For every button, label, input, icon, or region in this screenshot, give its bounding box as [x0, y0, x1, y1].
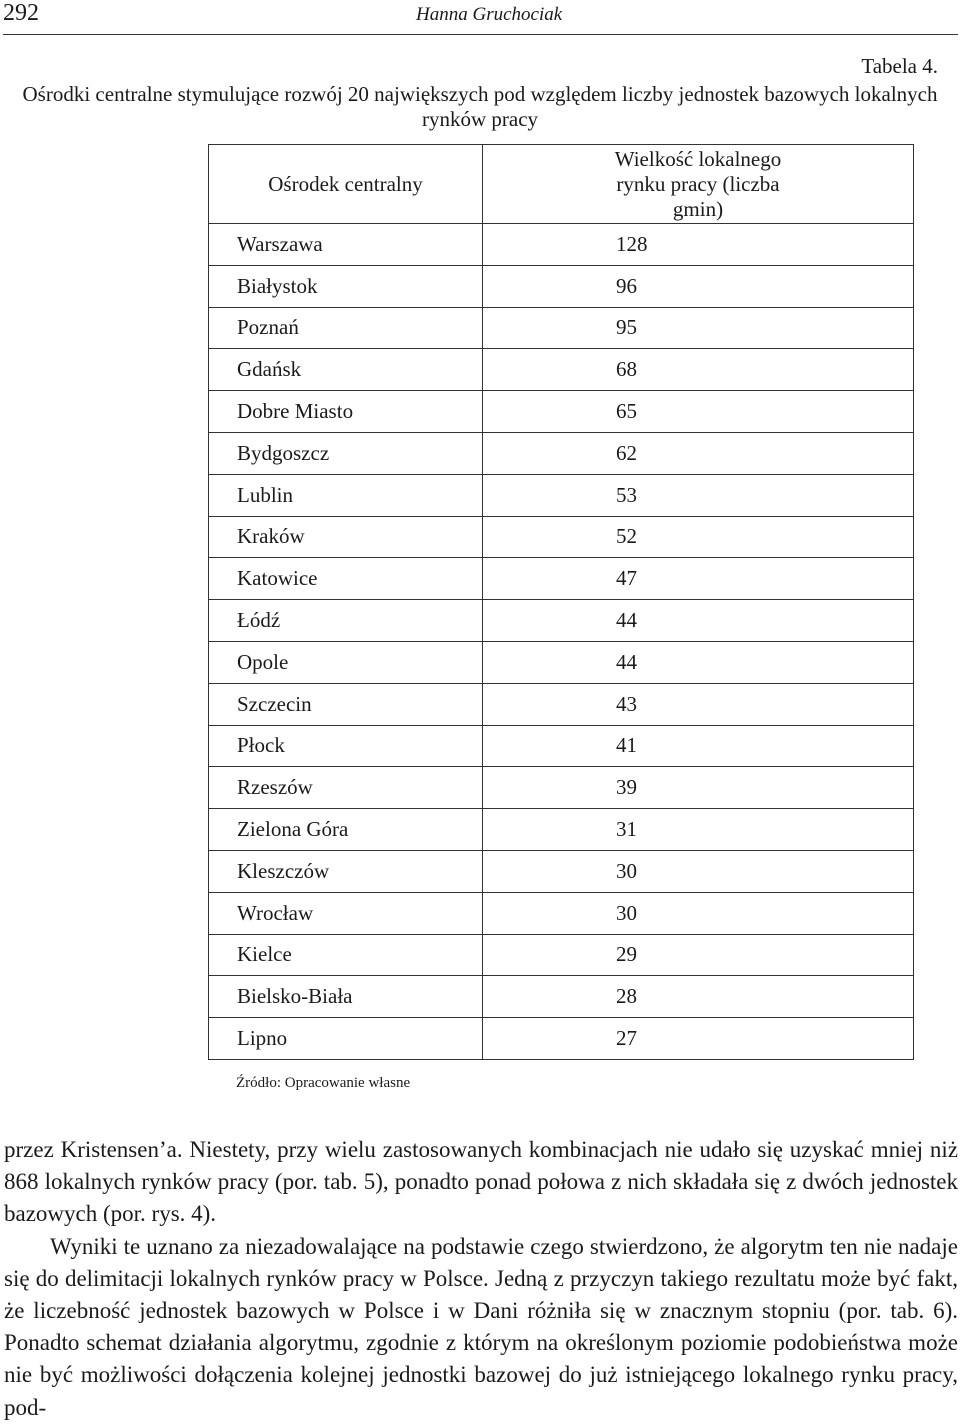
- cell-center-name: Płock: [209, 725, 483, 767]
- cell-center-name: Lublin: [209, 474, 483, 516]
- cell-market-size: 52: [483, 516, 914, 558]
- cell-center-name: Kraków: [209, 516, 483, 558]
- table-row: [209, 934, 914, 976]
- table-row: [209, 474, 914, 516]
- cell-market-size: 27: [483, 1018, 914, 1060]
- cell-center-name: Lipno: [209, 1018, 483, 1060]
- table-row: [209, 516, 914, 558]
- cell-market-size: 29: [483, 934, 914, 976]
- table-row: [209, 391, 914, 433]
- cell-market-size: 95: [483, 307, 914, 349]
- cell-market-size: 44: [483, 641, 914, 683]
- table-row: [209, 600, 914, 642]
- cell-center-name: Białystok: [209, 265, 483, 307]
- table-row: [209, 850, 914, 892]
- cell-market-size: 96: [483, 265, 914, 307]
- cell-center-name: Warszawa: [209, 224, 483, 266]
- table-row: [209, 558, 914, 600]
- paragraph-1: przez Kristensen’a. Niestety, przy wielu zastosowanych kombinacjach nie udało się uzyskać mniej niż 868 lokalnych rynków pracy (por. tab. 5), ponadto ponad połowa z nich składała się z dwóch jednostek bazowych (por. rys. 4).: [4, 1137, 958, 1227]
- cell-market-size: 28: [483, 976, 914, 1018]
- cell-center-name: Opole: [209, 641, 483, 683]
- running-head: Hanna Gruchociak: [416, 4, 563, 25]
- cell-market-size: 41: [483, 725, 914, 767]
- table-row: [209, 725, 914, 767]
- cell-market-size: 30: [483, 850, 914, 892]
- page-number: 292: [3, 0, 39, 26]
- cell-center-name: Bielsko-Biała: [209, 976, 483, 1018]
- data-table: [208, 144, 914, 1060]
- cell-center-name: Poznań: [209, 307, 483, 349]
- cell-market-size: 31: [483, 809, 914, 851]
- cell-center-name: Zielona Góra: [209, 809, 483, 851]
- cell-center-name: Gdańsk: [209, 349, 483, 391]
- table-row: [209, 224, 914, 266]
- page-header: [0, 0, 960, 36]
- paragraph-2: Wyniki te uznano za niezadowalające na podstawie czego stwierdzono, że algorytm ten nie nadaje się do delimitacji lokalnych rynków pracy w Polsce. Jedną z przyczyn takiego rezultatu może być fakt, że liczebność jednostek bazowych w Polsce i w Dani różniła się w znacznym stopniu (por. tab. 6). Ponadto schemat działania algorytmu, zgodnie z którym na określonym poziomie podobieństwa może nie być możliwości dołączenia kolejnej jednostki bazowej do już istniejącego lokalnego rynku pracy, pod-: [4, 1233, 958, 1420]
- table-label: Tabela 4.: [861, 54, 938, 78]
- cell-market-size: 53: [483, 474, 914, 516]
- table-body: [209, 224, 914, 1060]
- table-row: [209, 432, 914, 474]
- cell-center-name: Katowice: [209, 558, 483, 600]
- table-caption: Ośrodki centralne stymulujące rozwój 20 największych pod względem liczby jednostek bazowych lokalnych rynków pracy: [22, 82, 938, 131]
- table-row: [209, 683, 914, 725]
- cell-center-name: Kleszczów: [209, 850, 483, 892]
- cell-market-size: 128: [483, 224, 914, 266]
- column-header-size: [483, 145, 914, 224]
- table-row: [209, 349, 914, 391]
- cell-center-name: Szczecin: [209, 683, 483, 725]
- column-header-size-label: Wielkość lokalnego rynku pracy (liczba gmin): [614, 146, 782, 221]
- cell-market-size: 30: [483, 892, 914, 934]
- cell-center-name: Rzeszów: [209, 767, 483, 809]
- cell-market-size: 65: [483, 391, 914, 433]
- header-rule: [3, 34, 958, 35]
- cell-center-name: Dobre Miasto: [209, 391, 483, 433]
- table-row: [209, 265, 914, 307]
- cell-market-size: 39: [483, 767, 914, 809]
- cell-center-name: Bydgoszcz: [209, 432, 483, 474]
- table-source: Źródło: Opracowanie własne: [236, 1075, 411, 1091]
- cell-market-size: 62: [483, 432, 914, 474]
- table-row: [209, 1018, 914, 1060]
- table-row: [209, 976, 914, 1018]
- cell-center-name: Wrocław: [209, 892, 483, 934]
- cell-market-size: 47: [483, 558, 914, 600]
- table-row: [209, 892, 914, 934]
- table-row: [209, 307, 914, 349]
- table-row: [209, 767, 914, 809]
- cell-market-size: 68: [483, 349, 914, 391]
- column-header-center: Ośrodek centralny: [209, 145, 483, 224]
- cell-center-name: Kielce: [209, 934, 483, 976]
- table-row: [209, 809, 914, 851]
- body-text: [4, 1134, 958, 1424]
- cell-market-size: 43: [483, 683, 914, 725]
- cell-center-name: Łódź: [209, 600, 483, 642]
- table-header-row: [209, 145, 914, 224]
- table-row: [209, 641, 914, 683]
- cell-market-size: 44: [483, 600, 914, 642]
